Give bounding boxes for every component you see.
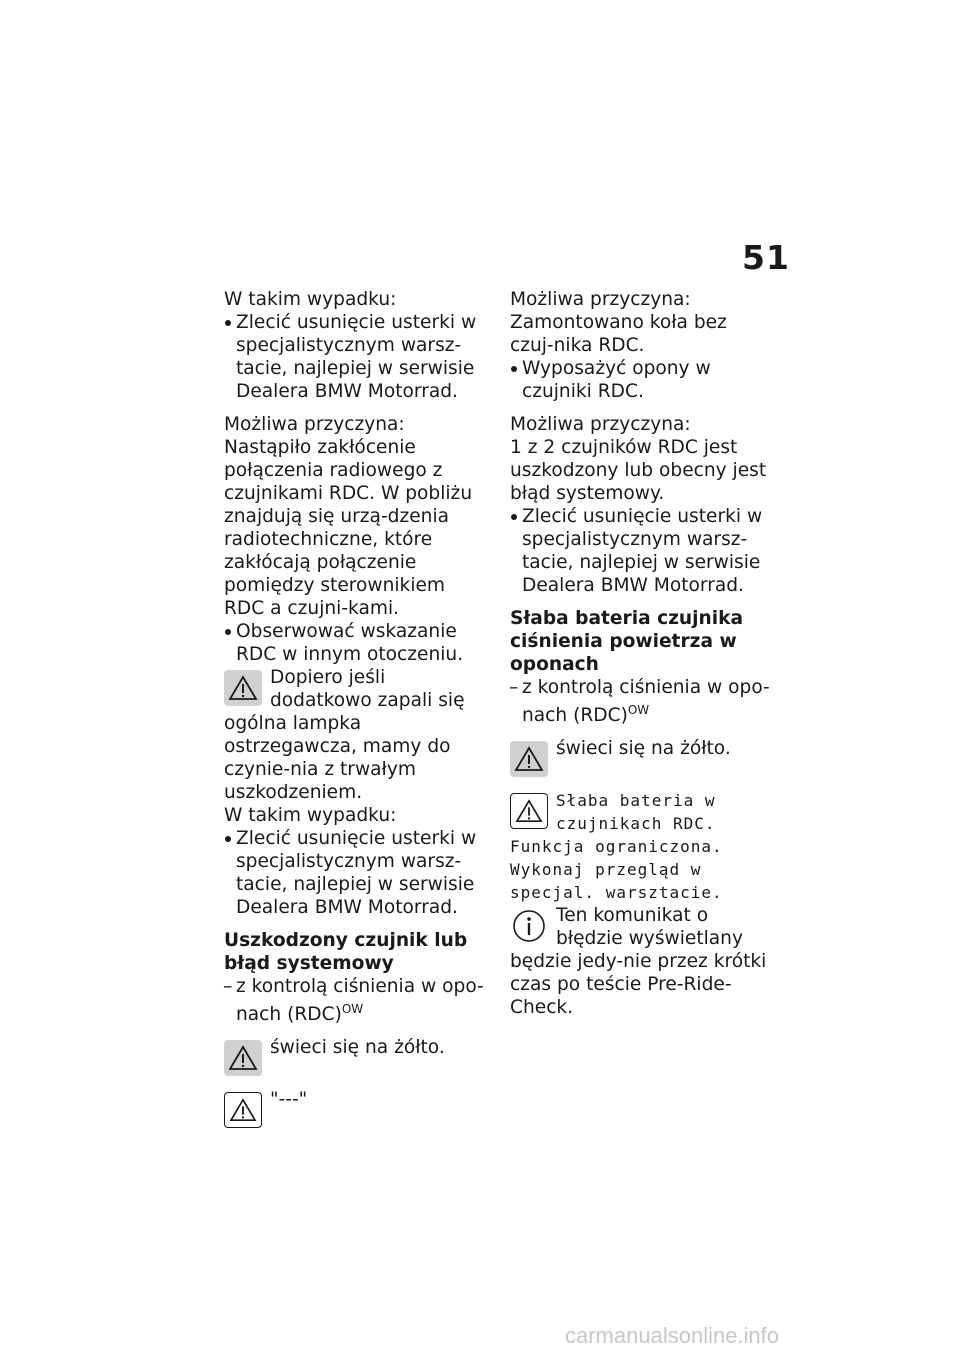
bullet-item: Wyposażyć opony w czujniki RDC.: [510, 357, 772, 403]
cause-label: Możliwa przyczyna:: [224, 414, 405, 435]
warning-triangle-icon: [224, 670, 262, 706]
page-number: 51: [742, 238, 790, 277]
warning-triangle-icon: [510, 741, 548, 777]
warning-triangle-outline-icon: [224, 1092, 262, 1128]
watermark: carmanualsonline.info: [565, 1323, 780, 1348]
info-icon: [510, 908, 548, 944]
cause-label: Możliwa przyczyna:: [510, 289, 691, 310]
bullet-list: [224, 620, 489, 666]
bullet-item: Zlecić usunięcie usterki w specjalistycznym warsz-tacie, najlepiej w serwisie Dealera BMW Motorrad.: [224, 827, 489, 919]
warning-triangle-icon: [224, 1040, 262, 1076]
warning-text: Dopiero jeśli dodatkowo zapali się ogólna lampka ostrzegawcza, mamy do czynie-nia z trwałym uszkodzeniem.: [224, 667, 465, 803]
lamp-text: świeci się na żółto.: [556, 738, 731, 759]
right-column: [510, 288, 772, 1019]
display-line: czujnikach RDC.: [556, 814, 716, 833]
lamp-row: [510, 737, 772, 779]
warning-note: [224, 666, 489, 804]
lamp-row: [224, 1036, 489, 1078]
bullet-item: Zlecić usunięcie usterki w specjalistycznym warsz-tacie, najlepiej w serwisie Dealera BMW Motorrad.: [510, 505, 772, 597]
cause-text: Zamontowano koła bez czuj-nika RDC.: [510, 312, 727, 356]
left-column: [224, 288, 489, 1130]
section-heading: Uszkodzony czujnik lub błąd systemowy: [224, 930, 468, 974]
display-line: Słaba bateria w: [556, 791, 716, 810]
bullet-list: [510, 357, 772, 403]
section-heading: Słaba bateria czujnika ciśnienia powietrza w oponach: [510, 608, 744, 675]
dash-item: [224, 975, 489, 1026]
bullet-list: [224, 827, 489, 919]
bullet-item: Zlecić usunięcie usterki w specjalistycznym warsz-tacie, najlepiej w serwisie Dealera BMW Motorrad.: [224, 311, 489, 403]
intro-text: W takim wypadku:: [224, 805, 397, 826]
intro-text: W takim wypadku:: [224, 289, 397, 310]
display-line: specjal. warsztacie.: [510, 883, 723, 902]
info-note: [510, 904, 772, 1019]
dash-item-sup: OW: [627, 703, 650, 717]
dash-item: [510, 676, 772, 727]
display-text: "---": [270, 1089, 308, 1110]
display-message: [510, 789, 772, 904]
bullet-list: [224, 311, 489, 403]
bullet-item: Obserwować wskazanie RDC w innym otoczeniu.: [224, 620, 489, 666]
cause-label: Możliwa przyczyna:: [510, 414, 691, 435]
cause-text: 1 z 2 czujników RDC jest uszkodzony lub obecny jest błąd systemowy.: [510, 437, 767, 504]
dash-item-text: z kontrolą ciśnienia w opo-nach (RDC): [522, 677, 770, 726]
cause-text: Nastąpiło zakłócenie połączenia radiowego z czujnikami RDC. W pobliżu znajdują się urzą-dzenia radiotechniczne, które zakłócają połączenie pomiędzy sterownikiem RDC a czujni-kami.: [224, 437, 473, 619]
info-text: Ten komunikat o błędzie wyświetlany będzie jedy-nie przez krótki czas po teście Pre-Ride-Check.: [510, 905, 767, 1018]
display-line: Wykonaj przegląd w: [510, 860, 702, 879]
display-row: [224, 1088, 489, 1130]
dash-item-sup: OW: [341, 1002, 364, 1016]
warning-triangle-outline-icon: [510, 793, 548, 829]
dash-item-text: z kontrolą ciśnienia w opo-nach (RDC): [236, 976, 484, 1025]
display-line: Funkcja ograniczona.: [510, 837, 723, 856]
lamp-text: świeci się na żółto.: [270, 1037, 445, 1058]
bullet-list: [510, 505, 772, 597]
